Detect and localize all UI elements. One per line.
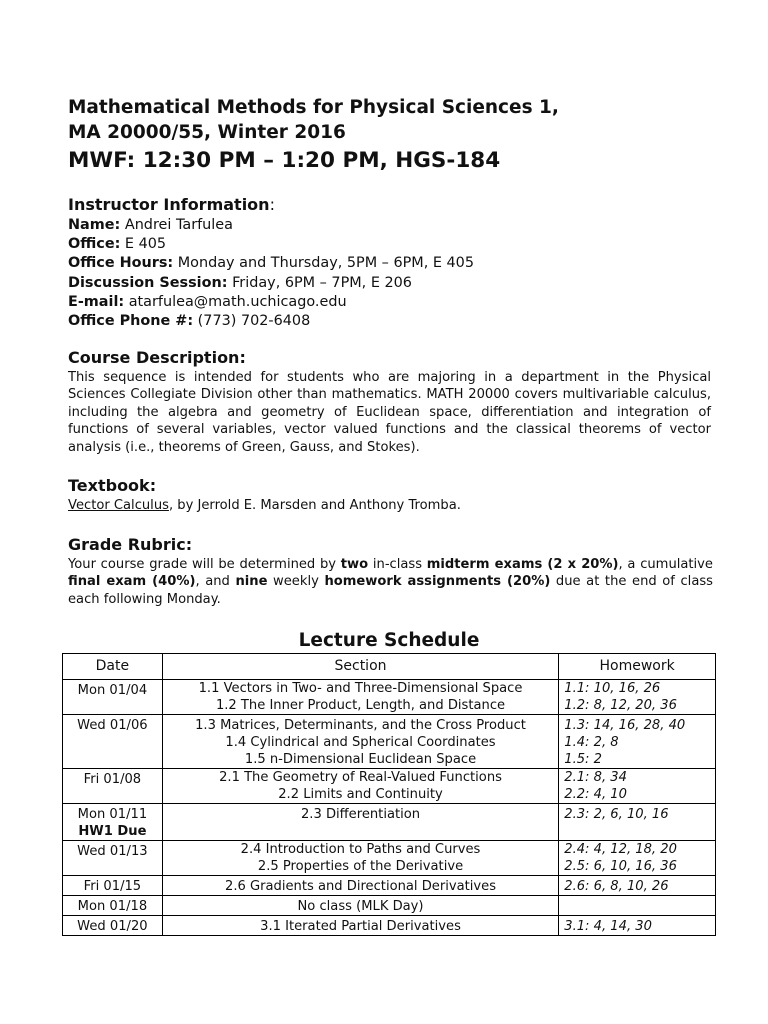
table-row — [63, 916, 716, 936]
date-text: Mon 01/18 — [77, 899, 148, 914]
textbook-text: Vector Calculus, by Jerrold E. Marsden and Anthony Tromba. — [68, 498, 461, 513]
section-title: 2.5 Properties of the Derivative — [257, 859, 464, 874]
table-row — [63, 841, 716, 876]
instructor-section — [68, 194, 728, 331]
homework-cell — [559, 876, 716, 896]
section-title: 1.2 The Inner Product, Length, and Distance — [215, 698, 506, 713]
course-title-block — [68, 95, 559, 175]
date-cell — [63, 841, 163, 876]
date-cell — [63, 680, 163, 715]
section-cell — [162, 769, 558, 804]
office-phone-row: Office Phone #: (773) 702-6408 — [68, 313, 311, 330]
rubric-text-run: , and — [195, 574, 236, 590]
table-row — [63, 769, 716, 804]
column-header-homework: Homework — [559, 654, 716, 680]
date-cell — [63, 876, 163, 896]
discussion-session-row: Discussion Session: Friday, 6PM – 7PM, E 206 — [68, 274, 412, 291]
homework-cell — [559, 680, 716, 715]
homework-problems: 1.2: 8, 12, 20, 36 — [564, 698, 677, 713]
rubric-text-run: , a cumulative — [618, 557, 713, 572]
homework-problems: 2.5: 6, 10, 16, 36 — [564, 859, 677, 874]
office-hours-row: Office Hours: Monday and Thursday, 5PM – 6PM, E 405 — [68, 255, 474, 272]
date-text: Mon 01/04 — [77, 683, 148, 698]
section-cell — [162, 680, 558, 715]
homework-problems: 3.1: 4, 14, 30 — [564, 919, 652, 934]
section-title: 2.1 The Geometry of Real-Valued Functions — [219, 770, 502, 785]
homework-problems: 2.2: 4, 10 — [564, 787, 627, 802]
course-title: Mathematical Methods for Physical Sciences 1, — [68, 97, 559, 118]
rubric-emphasis: nine — [235, 574, 268, 590]
rubric-emphasis: final exam (40%) — [68, 574, 196, 590]
instructor-name-row: Name: Andrei Tarfulea — [68, 217, 233, 233]
lecture-schedule-table — [62, 653, 716, 936]
email-row: E-mail: atarfulea@math.uchicago.edu — [68, 293, 347, 310]
date-text: Wed 01/13 — [77, 844, 148, 859]
course-description-text: This sequence is intended for students who are majoring in a department in the Physical Sciences Collegiate Division other than mathematics. MATH 20000 covers multivariable calculus, including the algebra and geometry of Euclidean space, differentiation and integration of functions of several variables, vector valued functions and the classical theorems of vector analysis (i.e., theorems of Green, Gauss, and Stokes). — [68, 370, 711, 455]
rubric-text-run: Your course grade will be determined by — [68, 557, 341, 572]
rubric-text-run: weekly — [267, 574, 325, 590]
section-cell — [162, 896, 558, 916]
rubric-emphasis: two — [340, 557, 369, 572]
section-title: 2.6 Gradients and Directional Derivatives — [224, 879, 497, 894]
column-header-date: Date — [63, 654, 163, 680]
instructor-heading: Instructor Information: — [68, 195, 275, 214]
date-cell — [63, 769, 163, 804]
homework-cell — [559, 804, 716, 841]
homework-problems: 1.3: 14, 16, 28, 40 — [564, 718, 686, 733]
date-text: Wed 01/06 — [77, 718, 148, 733]
textbook-section — [68, 475, 711, 514]
homework-problems: 1.1: 10, 16, 26 — [564, 681, 661, 696]
homework-problems: 1.5: 2 — [564, 752, 602, 767]
section-title: 1.1 Vectors in Two- and Three-Dimensional Space — [198, 681, 523, 696]
grade-rubric-heading: Grade Rubric: — [68, 535, 193, 554]
textbook-title: Vector Calculus — [68, 498, 169, 513]
textbook-heading: Textbook: — [68, 476, 157, 495]
homework-problems: 2.3: 2, 6, 10, 16 — [564, 807, 669, 822]
date-text: Fri 01/15 — [83, 879, 142, 894]
date-cell — [63, 715, 163, 769]
date-text: Fri 01/08 — [83, 772, 142, 787]
homework-problems: 2.4: 4, 12, 18, 20 — [564, 842, 677, 857]
homework-cell — [559, 715, 716, 769]
section-title: 3.1 Iterated Partial Derivatives — [260, 919, 461, 934]
date-cell — [63, 896, 163, 916]
table-row — [63, 715, 716, 769]
instructor-office-row: Office: E 405 — [68, 236, 167, 253]
rubric-text-run: due at the end of class each following Monday. — [68, 574, 713, 607]
lecture-schedule-title: Lecture Schedule — [298, 630, 480, 651]
homework-cell — [559, 896, 716, 916]
table-header-row — [63, 654, 716, 680]
table-row — [63, 876, 716, 896]
section-title: 2.4 Introduction to Paths and Curves — [240, 842, 481, 857]
date-text: Wed 01/20 — [77, 919, 148, 934]
section-title: 2.3 Differentiation — [300, 807, 421, 822]
section-title: No class (MLK Day) — [297, 899, 424, 914]
date-text: Mon 01/11 — [77, 807, 148, 822]
table-row — [63, 896, 716, 916]
section-title: 1.4 Cylindrical and Spherical Coordinates — [225, 735, 496, 750]
homework-cell — [559, 769, 716, 804]
section-cell — [162, 876, 558, 896]
course-number-term: MA 20000/55, Winter 2016 — [68, 122, 346, 143]
homework-cell — [559, 841, 716, 876]
section-cell — [162, 916, 558, 936]
section-title: 2.2 Limits and Continuity — [278, 787, 443, 802]
column-header-section: Section — [162, 654, 558, 680]
section-cell — [162, 841, 558, 876]
rubric-emphasis: homework assignments (20%) — [324, 574, 551, 590]
section-title: 1.3 Matrices, Determinants, and the Cross Product — [195, 718, 526, 733]
date-cell — [63, 916, 163, 936]
meeting-time: MWF: 12:30 PM – 1:20 PM, HGS-184 — [68, 148, 501, 173]
homework-due-label: HW1 Due — [78, 824, 147, 839]
section-cell — [162, 804, 558, 841]
table-row — [63, 804, 716, 841]
grade-rubric-section — [68, 534, 713, 608]
section-cell — [162, 715, 558, 769]
email-address: atarfulea@math.uchicago.edu — [128, 293, 347, 310]
homework-cell — [559, 916, 716, 936]
table-row — [63, 680, 716, 715]
homework-problems: 2.1: 8, 34 — [564, 770, 627, 785]
section-title: 1.5 n-Dimensional Euclidean Space — [244, 752, 477, 767]
date-cell — [63, 804, 163, 841]
homework-problems: 2.6: 6, 8, 10, 26 — [564, 879, 669, 894]
rubric-text-run: in-class — [368, 557, 427, 572]
homework-problems: 1.4: 2, 8 — [564, 735, 619, 750]
grade-rubric-text — [68, 556, 713, 608]
course-description-section — [68, 347, 711, 456]
course-description-heading: Course Description: — [68, 348, 246, 367]
rubric-emphasis: midterm exams (2 x 20%) — [426, 557, 619, 572]
